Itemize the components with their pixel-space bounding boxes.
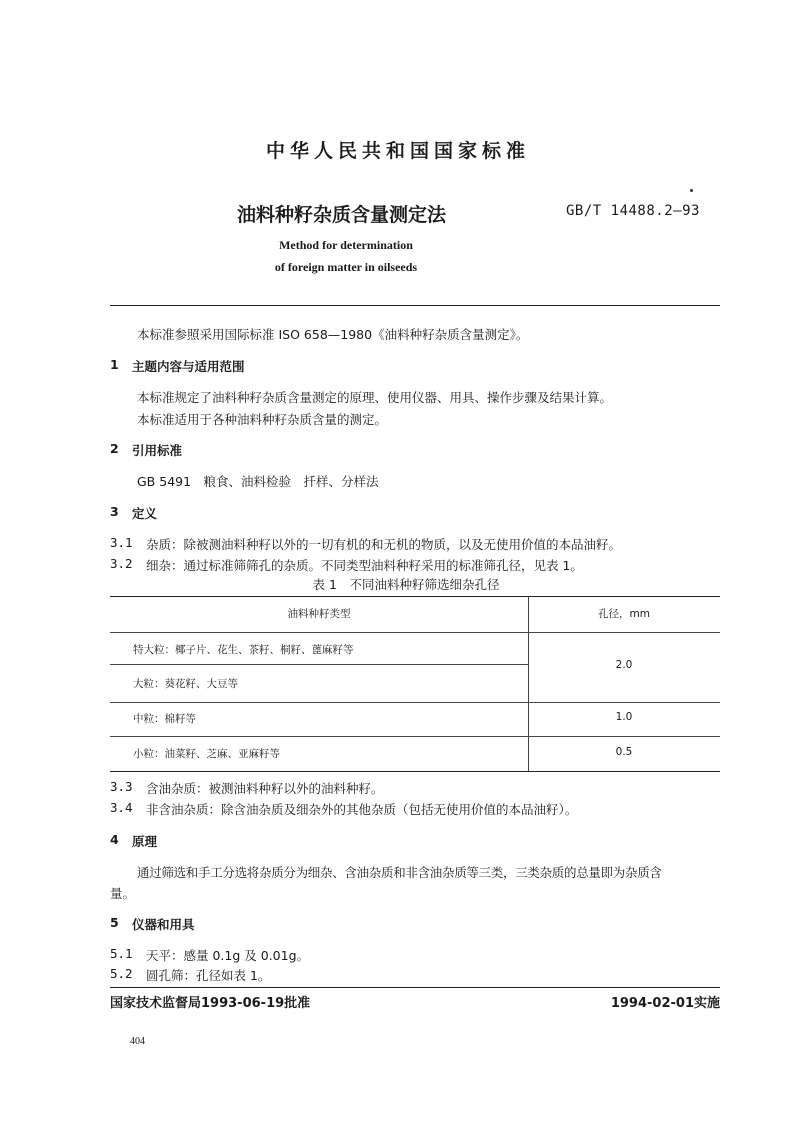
table-bottom-rule: [110, 771, 720, 772]
footer-rule: [110, 987, 720, 988]
standard-code: GB/T 14488.2—93: [566, 203, 700, 219]
clause-5-1-text: 天平：感量 0.1g 及 0.01g。: [146, 948, 310, 963]
section-1-para-2: 本标准适用于各种油料种籽杂质含量的测定。: [137, 412, 388, 427]
approval-date: 国家技术监督局1993-06-19批准: [110, 996, 311, 1011]
section-4-para-line2: 量。: [110, 886, 136, 901]
table-row-aperture: 1.0: [615, 711, 633, 723]
section-3-title: 定义: [132, 506, 158, 521]
table-row-rule: [110, 702, 720, 703]
table-1-caption: 表 1 不同油料种籽筛选细杂孔径: [312, 577, 500, 592]
table-row-rule: [110, 736, 720, 737]
table-row-aperture: 0.5: [615, 746, 633, 758]
section-1-title: 主题内容与适用范围: [132, 359, 245, 374]
scan-mark: [690, 189, 693, 192]
section-1-number: 1: [110, 357, 119, 372]
normative-reference: GB 5491 粮食、油料检验 扦样、分样法: [137, 474, 379, 489]
section-2-title: 引用标准: [132, 443, 183, 458]
table-column-divider: [528, 596, 529, 771]
clause-5-2-text: 圆孔筛：孔径如表 1。: [146, 968, 271, 983]
country-standard-heading: 中华人民共和国国家标准: [265, 140, 530, 162]
table-row-type: 中粒：棉籽等: [133, 713, 196, 725]
standard-title-cn: 油料种籽杂质含量测定法: [237, 204, 447, 226]
section-2-number: 2: [110, 441, 119, 456]
header-rule: [110, 305, 720, 306]
table-row-type: 小粒：油菜籽、芝麻、亚麻籽等: [133, 748, 280, 760]
clause-3-3-text: 含油杂质：被测油料种籽以外的油料种籽。: [146, 781, 384, 796]
section-4-title: 原理: [132, 834, 158, 849]
clause-3-1-text: 杂质：除被测油料种籽以外的一切有机的和无机的物质，以及无使用价值的本品油籽。: [146, 537, 622, 552]
table-row-rule: [110, 664, 528, 665]
table-merged-aperture: 2.0: [615, 659, 633, 671]
section-3-number: 3: [110, 504, 119, 519]
section-5-title: 仪器和用具: [132, 917, 195, 932]
table-header-rule: [110, 632, 720, 633]
table-header-type: 油料种籽类型: [287, 608, 351, 620]
clause-3-2-number: 3.2: [110, 556, 133, 571]
section-5-number: 5: [110, 915, 119, 930]
clause-3-1-number: 3.1: [110, 535, 133, 550]
section-4-para-line1: 通过筛选和手工分选将杂质分为细杂、含油杂质和非含油杂质等三类，三类杂质的总量即为杂质含: [137, 865, 662, 880]
clause-3-4-text: 非含油杂质：除含油杂质及细杂外的其他杂质（包括无使用价值的本品油籽）。: [146, 802, 578, 817]
effective-date: 1994-02-01实施: [610, 996, 720, 1011]
table-header-aperture: 孔径，mm: [598, 608, 650, 620]
clause-5-1-number: 5.1: [110, 946, 133, 961]
page-number: 404: [130, 1036, 145, 1047]
table-top-rule: [110, 596, 720, 597]
clause-3-4-number: 3.4: [110, 800, 133, 815]
table-row-type: 大粒：葵花籽、大豆等: [133, 678, 238, 690]
clause-5-2-number: 5.2: [110, 966, 133, 981]
section-4-number: 4: [110, 832, 119, 847]
standard-title-en-line1: Method for determination: [279, 238, 413, 252]
section-1-para-1: 本标准规定了油料种籽杂质含量测定的原理、使用仪器、用具、操作步骤及结果计算。: [137, 390, 613, 405]
clause-3-2-text: 细杂：通过标准筛筛孔的杂质。不同类型油料种籽采用的标准筛孔径，见表 1。: [146, 558, 583, 573]
intro-paragraph: 本标准参照采用国际标准 ISO 658—1980《油料种籽杂质含量测定》。: [137, 327, 529, 342]
standard-title-en-line2: of foreign matter in oilseeds: [274, 260, 418, 274]
clause-3-3-number: 3.3: [110, 779, 133, 794]
table-row-type: 特大粒：椰子片、花生、茶籽、桐籽、蓖麻籽等: [133, 644, 354, 656]
